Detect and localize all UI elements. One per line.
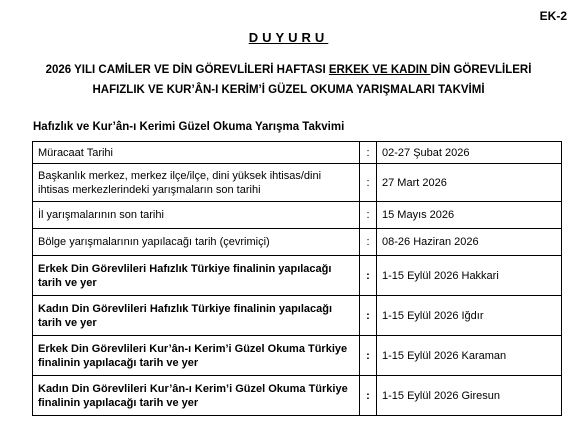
- row-label: İl yarışmalarının son tarihi: [33, 202, 360, 229]
- row-separator: :: [360, 296, 377, 336]
- row-label: Başkanlık merkez, merkez ilçe/ilçe, dini yüksek ihtisas/dini ihtisas merkezlerindeki yarışmaların son tarihi: [33, 164, 360, 202]
- row-value: 02-27 Şubat 2026: [377, 142, 562, 164]
- row-separator: :: [360, 229, 377, 256]
- row-value: 1-15 Eylül 2026 Giresun: [377, 376, 562, 416]
- document-title-text: DUYURU: [248, 30, 329, 45]
- table-row: [33, 229, 562, 256]
- row-label: Erkek Din Görevlileri Kur’ân-ı Kerim’i Güzel Okuma Türkiye finalinin yapılacağı tarih ve yer: [33, 336, 360, 376]
- row-value: 1-15 Eylül 2026 Iğdır: [377, 296, 562, 336]
- row-label: Müracaat Tarihi: [33, 142, 360, 164]
- row-separator: :: [360, 142, 377, 164]
- row-separator: :: [360, 164, 377, 202]
- document-title: [0, 30, 577, 45]
- row-value: 1-15 Eylül 2026 Karaman: [377, 336, 562, 376]
- subtitle-underlined-text: ERKEK VE KADIN: [328, 64, 431, 76]
- row-separator: :: [360, 376, 377, 416]
- row-label: Erkek Din Görevlileri Hafızlık Türkiye finalinin yapılacağı tarih ve yer: [33, 256, 360, 296]
- table-row: [33, 296, 562, 336]
- row-separator: :: [360, 336, 377, 376]
- table-row: [33, 202, 562, 229]
- subtitle-line-1-start: 2026 YILI CAMİLER VE DİN GÖREVLİLERİ HAFTASI: [45, 64, 329, 76]
- row-value: 1-15 Eylül 2026 Hakkari: [377, 256, 562, 296]
- row-separator: :: [360, 202, 377, 229]
- table-row: [33, 142, 562, 164]
- row-label: Kadın Din Görevlileri Hafızlık Türkiye finalinin yapılacağı tarih ve yer: [33, 296, 360, 336]
- row-value: 15 Mayıs 2026: [377, 202, 562, 229]
- row-label: Bölge yarışmalarının yapılacağı tarih (çevrimiçi): [33, 229, 360, 256]
- row-value: 08-26 Haziran 2026: [377, 229, 562, 256]
- subtitle-line-1-end: DİN GÖREVLİLERİ: [430, 64, 532, 76]
- row-value: 27 Mart 2026: [377, 164, 562, 202]
- row-label: Kadın Din Görevlileri Kur’ân-ı Kerim’i Güzel Okuma Türkiye finalinin yapılacağı tarih ve yer: [33, 376, 360, 416]
- subtitle-line-2: HAFIZLIK VE KUR’ÂN-I KERİM’İ GÜZEL OKUMA YARIŞMALARI TAKVİMİ: [92, 84, 485, 96]
- table-row: [33, 376, 562, 416]
- section-title: Hafızlık ve Kur’ân-ı Kerimi Güzel Okuma Yarışma Takvimi: [33, 121, 345, 133]
- table-row: [33, 336, 562, 376]
- row-separator: :: [360, 256, 377, 296]
- table-row: [33, 164, 562, 202]
- document-tag: EK-2: [539, 9, 567, 23]
- subtitle-line-1: [0, 64, 577, 76]
- schedule-table: [32, 141, 562, 416]
- table-row: [33, 256, 562, 296]
